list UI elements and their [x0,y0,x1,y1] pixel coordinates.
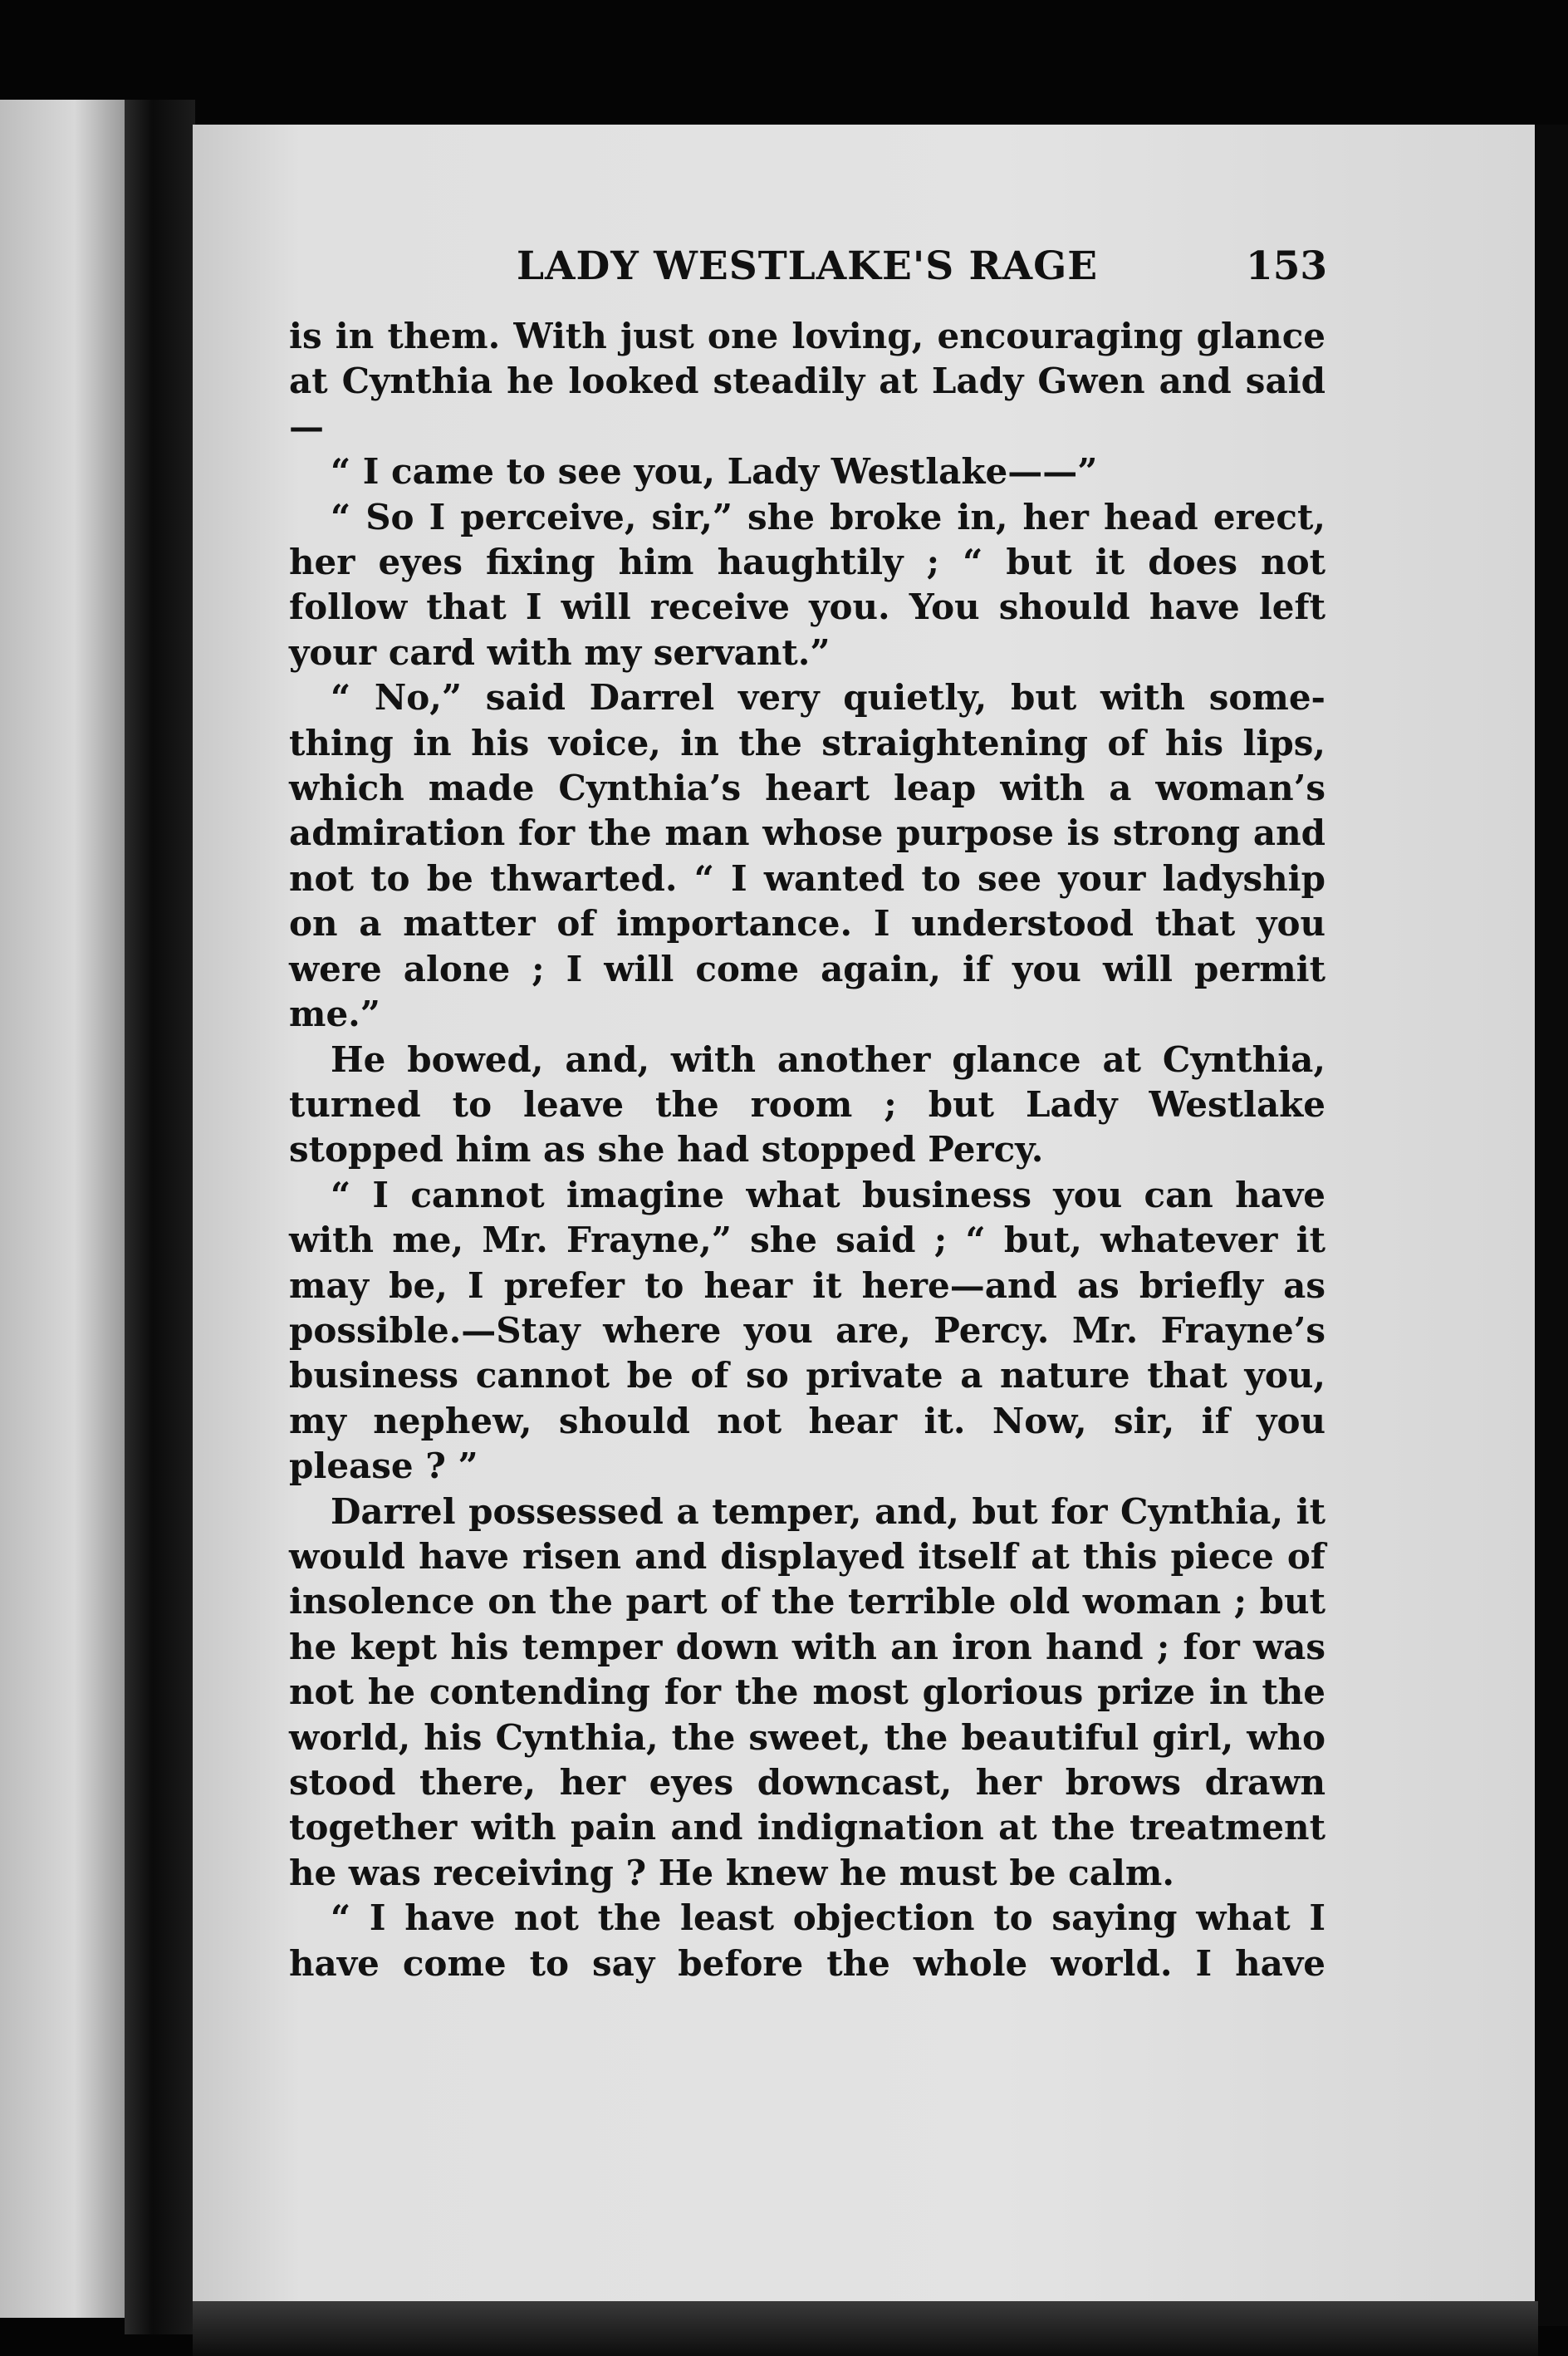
paragraph: “ I have not the least objection to saying what I have come to say before the whole world. I have [289,1897,1325,1984]
paragraph: is in them. With just one loving, encouraging glance at Cynthia he looked steadily at Lady Gwen and said— [289,316,1325,447]
page-number: 153 [1246,243,1328,289]
facing-page-edge [0,100,125,2318]
book-gutter [125,100,195,2334]
paragraph: He bowed, and, with another glance at Cynthia, turned to leave the room ; but Lady Westlake stopped him as she had stopped Percy. [289,1038,1325,1171]
page-right-border [1535,125,1568,2326]
running-head: LADY WESTLAKE'S RAGE [516,243,1099,289]
paragraph: “ No,” said Darrel very quietly, but with some-thing in his voice, in the straightening of his lips, which made Cynthia’s heart leap with a woman’s admiration for the man whose purpose is strong and not to be thwarted. “ I wanted to see your ladyship on a matter of importance. I understood that you were alone ; I will come again, if you will permit me.” [289,677,1325,1035]
paragraph: “ I cannot imagine what business you can have with me, Mr. Frayne,” she said ; “ but, whatever it may be, I prefer to hear it here—and as briefly as possible.—Stay where you are, Percy. Mr. Frayne’s business cannot be of so private a nature that you, my nephew, should not hear it. Now, sir, if you please ? ” [289,1174,1325,1487]
page-bottom-edge [193,2301,1538,2356]
body-text [289,314,1325,1986]
paragraph: “ So I perceive, sir,” she broke in, her head erect, her eyes fixing him haughtily ; “ but it does not follow that I will receive you. You should have left your card with my servant.” [289,496,1325,673]
paragraph: Darrel possessed a temper, and, but for Cynthia, it would have risen and displayed itself at this piece of insolence on the part of the terrible old woman ; but he kept his temper down with an iron hand ; for was not he contending for the most glorious prize in the world, his Cynthia, the sweet, the beautiful girl, who stood there, her eyes downcast, her brows drawn together with pain and indignation at the treatment he was receiving ? He knew he must be calm. [289,1490,1325,1893]
paragraph: “ I came to see you, Lady Westlake——” [331,451,1098,493]
